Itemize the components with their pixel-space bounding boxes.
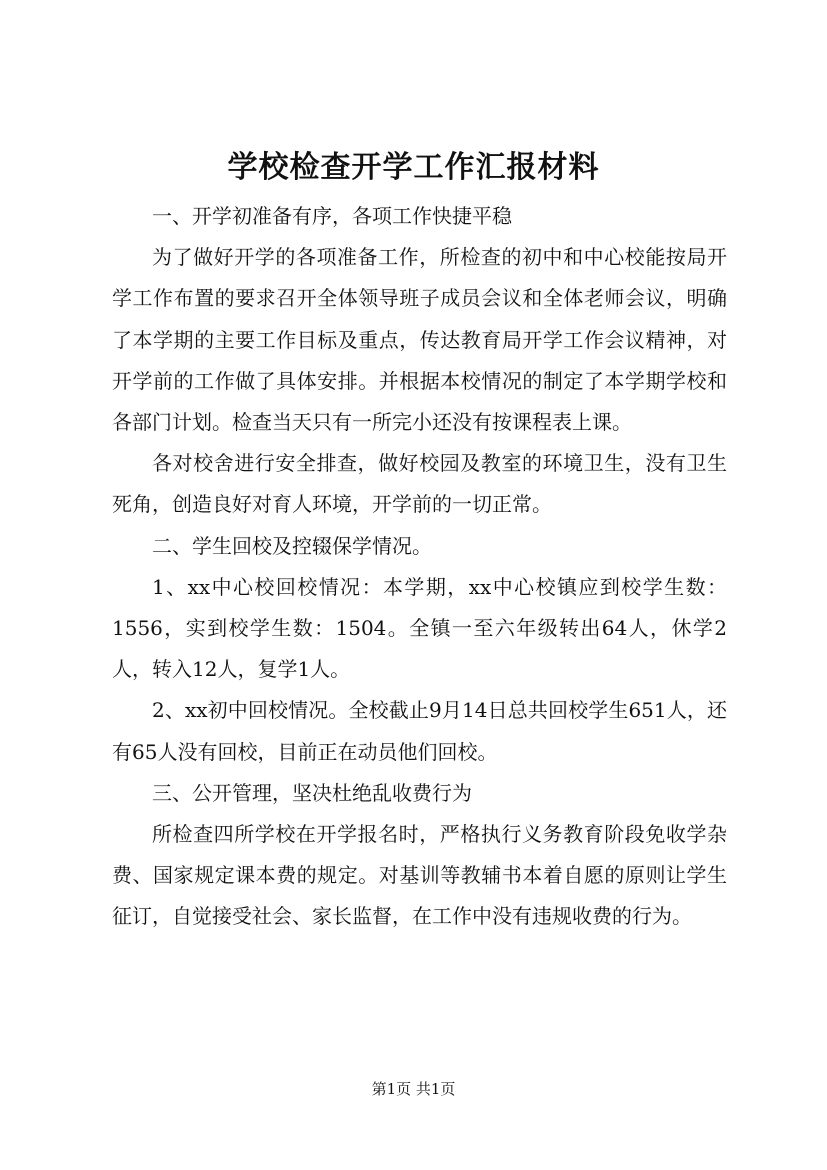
section-heading-1: 一、开学初准备有序，各项工作快捷平稳 <box>152 204 512 228</box>
paragraph-preparation: 为了做好开学的各项准备工作，所检查的初中和中心校能按局开学工作布置的要求召开全体领导班子成员会议和全体老师会议，明确了本学期的主要工作目标及重点，传达教育局开学工作会议精神，对开学前的工作做了具体安排。并根据本校情况的制定了本学期学校和各部门计划。检查当天只有一所完小还没有按课程表上课。 <box>112 245 727 435</box>
section-heading-3: 三、公开管理，坚决杜绝乱收费行为 <box>152 780 472 805</box>
page-number-footer: 第1页 共1页 <box>371 1080 456 1098</box>
paragraph-middle-school-return: 2、xx初中回校情况。全校截止9月14日总共回校学生651人，还有65人没有回校，目前正在动员他们回校。 <box>112 698 727 764</box>
paragraph-safety-check: 各对校舍进行安全排查，做好校园及教室的环境卫生，没有卫生死角，创造良好对育人环境，开学前的一切正常。 <box>112 451 727 517</box>
document-body <box>112 196 727 938</box>
paragraph-fees: 所检查四所学校在开学报名时，严格执行义务教育阶段免收学杂费、国家规定课本费的规定。对基训等教辅书本着自愿的原则让学生征订，自觉接受社会、家长监督，在工作中没有违规收费的行为。 <box>112 822 727 929</box>
paragraph-central-school-return: 1、xx中心校回校情况：本学期，xx中心校镇应到校学生数：1556，实到校学生数：1504。全镇一至六年级转出64人，休学2人，转入12人，复学1人。 <box>112 574 727 682</box>
section-heading-2: 二、学生回校及控辍保学情况。 <box>152 533 432 558</box>
document-title: 学校检查开学工作汇报材料 <box>227 150 600 185</box>
